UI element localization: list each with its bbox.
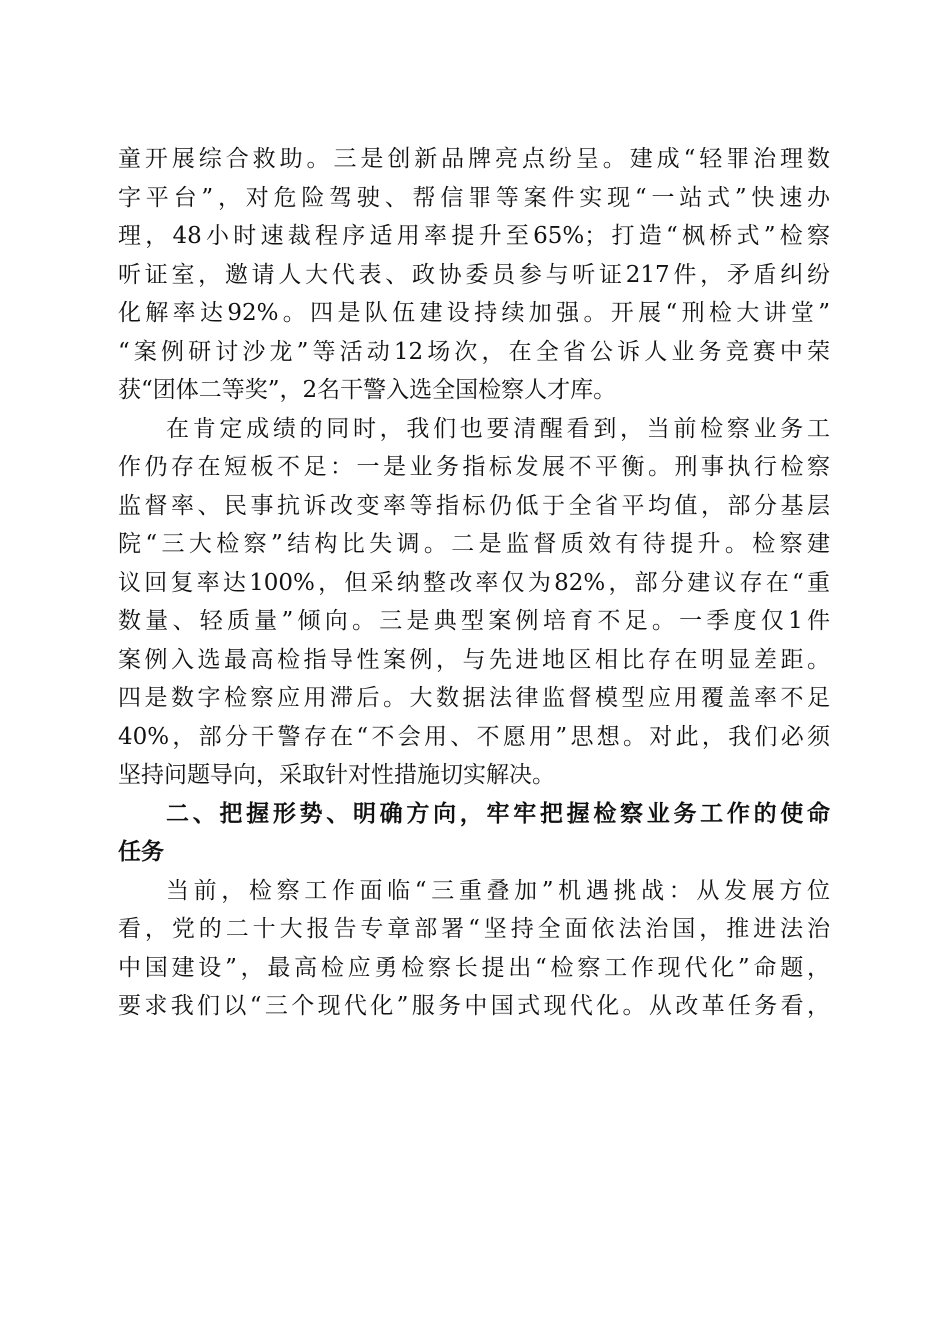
paragraph-achievements-continued [118, 140, 830, 410]
text-line: 在肯定成绩的同时，我们也要清醒看到，当前检察业务工 [166, 415, 830, 442]
text-line: 获“团体二等奖”，2名干警入选全国检察人才库。 [118, 377, 617, 403]
text-line: “案例研讨沙龙”等活动12场次，在全省公诉人业务竞赛中荣 [118, 338, 830, 365]
text-line: 数量、轻质量”倾向。三是典型案例培育不足。一季度仅1件 [118, 608, 830, 634]
text-line: 作仍存在短板不足：一是业务指标发展不平衡。刑事执行检察 [118, 454, 830, 480]
text-line: 字平台”，对危险驾驶、帮信罪等案件实现“一站式”快速办 [118, 184, 830, 211]
text-line: 案例入选最高检指导性案例，与先进地区相比存在明显差距。 [118, 646, 830, 673]
text-line: 监督率、民事抗诉改变率等指标仍低于全省平均值，部分基层 [118, 492, 830, 519]
text-line: 理，48小时速裁程序适用率提升至65%；打造“枫桥式”检察 [118, 223, 830, 249]
heading-line: 任务 [118, 839, 164, 865]
text-line: 中国建设”，最高检应勇检察长提出“检察工作现代化”命题， [118, 954, 830, 981]
text-line: 看，党的二十大报告专章部署“坚持全面依法治国，推进法治 [118, 916, 830, 942]
text-line: 听证室，邀请人大代表、政协委员参与听证217件，矛盾纠纷 [118, 261, 830, 288]
text-line: 40%，部分干警存在“不会用、不愿用”思想。对此，我们必须 [118, 723, 830, 750]
paragraph-shortcomings [118, 410, 830, 795]
text-line: 要求我们以“三个现代化”服务中国式现代化。从改革任务看， [118, 993, 830, 1019]
text-line: 化解率达92%。四是队伍建设持续加强。开展“刑检大讲堂” [118, 300, 830, 326]
document-page [118, 140, 830, 1026]
heading-line: 二、把握形势、明确方向，牢牢把握检察业务工作的使命 [166, 800, 830, 827]
text-line: 童开展综合救助。三是创新品牌亮点纷呈。建成“轻罪治理数 [118, 146, 830, 172]
section-heading [118, 795, 830, 872]
text-line: 院“三大检察”结构比失调。二是监督质效有待提升。检察建 [118, 531, 830, 557]
text-line: 坚持问题导向，采取针对性措施切实解决。 [118, 762, 555, 788]
text-line: 议回复率达100%，但采纳整改率仅为82%，部分建议存在“重 [118, 569, 830, 596]
text-line: 当前，检察工作面临“三重叠加”机遇挑战：从发展方位 [166, 877, 830, 904]
paragraph-situation [118, 872, 830, 1026]
text-line: 四是数字检察应用滞后。大数据法律监督模型应用覆盖率不足 [118, 685, 830, 711]
